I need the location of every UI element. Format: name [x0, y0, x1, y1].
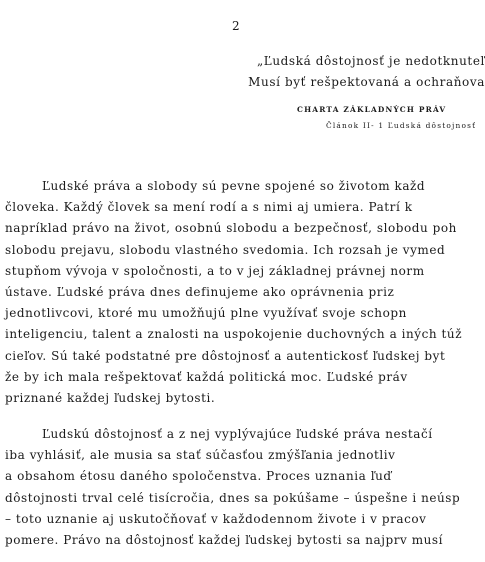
text-line: pomere. Právo na dôstojnosť každej ľudskej bytosti sa najprv musí — [5, 532, 444, 547]
text-line: – toto uznanie aj uskutočňovať v každodennom živote i v pracov — [5, 511, 427, 526]
text-line: Ľudskú dôstojnosť a z nej vyplývajúce ľudské práva nestačí — [42, 427, 433, 441]
text-line: Ľudské práva a slobody sú pevne spojené so životom každ — [42, 179, 426, 193]
paragraph-2 — [5, 424, 465, 551]
page-number: 2 — [232, 19, 241, 33]
epigraph-source-title: CHARTA ZÁKLADNÝCH PRÁV — [297, 105, 447, 114]
epigraph — [225, 51, 485, 93]
text-line: ústave. Ľudské práva dnes definujeme ako oprávnenia priz — [5, 284, 395, 299]
epigraph-source-article: Článok II- 1 Ľudská dôstojnosť — [326, 121, 477, 130]
epigraph-line: „Ľudská dôstojnosť je nedotknuteľ — [256, 54, 485, 68]
text-line: jednotlivcovi, ktoré mu umožňujú plne využívať svoje schopn — [5, 306, 407, 321]
text-line: že by ich mala rešpektovať každá politická moc. Ľudské práv — [5, 369, 408, 384]
text-line: priznané každej ľudskej bytosti. — [5, 390, 216, 405]
text-line: cieľov. Sú také podstatné pre dôstojnosť a autentickosť ľudskej byt — [5, 348, 446, 363]
text-line: slobodu prejavu, slobodu vlastného svedomia. Ich rozsah je vymed — [5, 242, 446, 257]
text-line: človeka. Každý človek sa mení rodí a s nimi aj umiera. Patrí k — [5, 200, 413, 215]
text-line: iba vyhlásiť, ale musia sa stať súčasťou zmýšľania jednotliv — [5, 448, 396, 463]
text-line: napríklad právo na život, osobnú slobodu a bezpečnosť, slobodu poh — [5, 221, 457, 236]
epigraph-line: Musí byť rešpektovaná a ochraňova — [248, 75, 485, 89]
paragraph-1 — [5, 176, 465, 409]
text-line: dôstojnosti trval celé tisícročia, dnes sa pokúšame – úspešne i neúsp — [5, 490, 461, 505]
text-line: inteligenciu, talent a znalosti na uspokojenie duchovných a iných túž — [5, 327, 463, 342]
text-line: a obsahom étosu daného spoločenstva. Proces uznania ľuď — [5, 469, 392, 484]
text-line: stupňom vývoja v spoločnosti, a to v jej základnej právnej norm — [5, 263, 425, 278]
